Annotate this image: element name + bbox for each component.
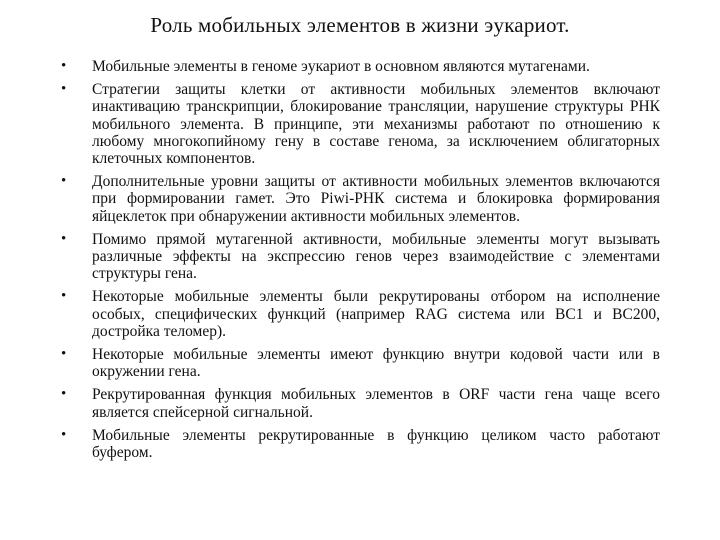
bullet-text-orf-spacer: Рекрутированная функция мобильных элементов в ORF части гена чаще всего является спейсерной сигнальной. [92,386,660,421]
bullet-text-expression-effects: Помимо прямой мутагенной активности, мобильные элементы могут вызывать различные эффекты на экспрессию генов через взаимодействие с элементами структуры гена. [92,230,660,283]
bullet-icon: • [61,288,67,305]
list-item [58,427,660,461]
bullet-icon: • [61,58,67,74]
bullet-icon: • [61,426,67,443]
list-item [58,58,660,75]
bullet-icon: • [61,81,67,98]
slide-title: Роль мобильных элементов в жизни эукариот. [150,13,570,37]
list-item [58,173,660,225]
bullet-text-recruited-functions: Некоторые мобильные элементы были рекрутированы отбором на исполнение особых, специфических функций (например RAG система или BC1 и BC200, достройка теломер). [92,288,660,340]
list-item [58,288,660,340]
bullet-text-mutagens: Мобильные элементы в геноме эукариот в основном являются мутагенами. [92,58,590,75]
bullet-icon: • [61,346,67,363]
bullet-icon: • [61,230,67,247]
list-item [58,231,660,283]
bullet-text-buffer: Мобильные элементы рекрутированные в функцию целиком часто работают буфером. [92,426,660,462]
bullet-text-defense-strategies: Стратегии защиты клетки от активности мобильных элементов включают инактивацию транскрипции, блокирование трансляции, нарушение структуры РНК мобильного элемента. В принципе, эти механизмы работают по отношению к любому многокопийному гену в составе генома, за исключением облигаторных клеточных компонентов. [92,81,660,168]
list-item [58,81,660,167]
list-item [58,346,660,380]
bullet-text-coding-region: Некоторые мобильные элементы имеют функцию внутри кодовой части или в окружении гена. [92,346,660,381]
bullet-icon: • [61,386,67,403]
bullet-text-gamete-protection: Дополнительные уровни защиты от активности мобильных элементов включаются при формировании гамет. Это Piwi-РНК система и блокировка формирования яйцеклеток при обнаружении активности мобильных элементов. [92,173,660,225]
bullet-list [58,58,660,467]
list-item [58,386,660,420]
bullet-icon: • [61,173,67,190]
